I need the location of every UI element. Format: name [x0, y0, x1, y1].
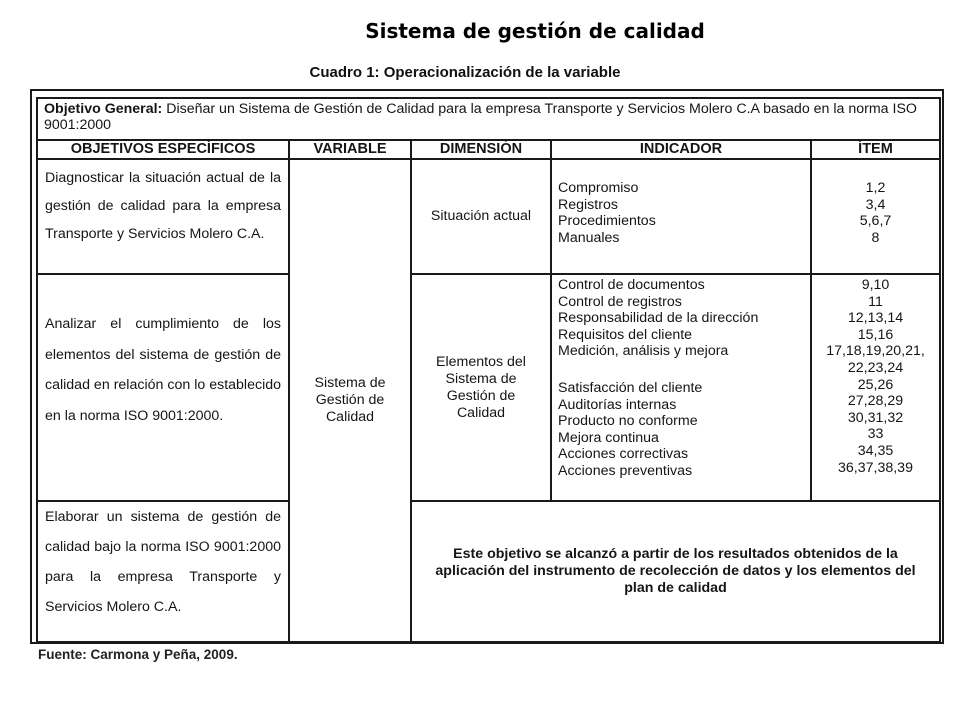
indicator-item: Acciones correctivas [558, 446, 689, 463]
header-objectives: OBJETIVOS ESPECÍFICOS [36, 139, 290, 160]
item-value: 33 [867, 426, 884, 443]
dimension-1 [410, 158, 552, 275]
header-variable: VARIABLE [288, 139, 412, 160]
indicator-item: Mejora continua [558, 429, 659, 446]
indicator-item: Manuales [558, 229, 620, 246]
indicator-item: Requisitos del cliente [558, 326, 693, 343]
variable-cell [288, 158, 412, 643]
item-value: 3,4 [865, 196, 886, 213]
slide-title: Sistema de gestión de calidad [365, 19, 705, 43]
indicator-item: Responsabilidad de la dirección [558, 310, 759, 327]
indicators-group-1 [550, 158, 812, 275]
item-value: 9,10 [861, 277, 890, 293]
operationalization-table [30, 89, 944, 644]
header-item: ÍTEM [810, 139, 941, 160]
indicators-group-2 [550, 273, 812, 502]
variable-text: Sistema de Gestión de Calidad [314, 375, 386, 425]
indicator-item: Medición, análisis y mejora [558, 343, 729, 360]
general-objective-label: Objetivo General: [44, 101, 163, 117]
indicator-item: Procedimientos [558, 213, 656, 230]
items-group-2 [810, 273, 941, 502]
general-objective-text: Diseñar un Sistema de Gestión de Calidad para la empresa Transporte y Servicios Molero C.A basado en la norma ISO 9001:2000 [44, 101, 917, 133]
objective-3: Elaborar un sistema de gestión de calidad bajo la norma ISO 9001:2000 para la empresa Transporte y Servicios Molero C.A. [36, 500, 290, 643]
indicator-item: Producto no conforme [558, 413, 698, 430]
source-citation: Fuente: Carmona y Peña, 2009. [38, 647, 238, 662]
dimension-1-text: Situación actual [430, 208, 532, 225]
indicator-item: Control de documentos [558, 277, 705, 293]
general-objective-cell [36, 97, 941, 141]
indicator-item: Control de registros [558, 293, 682, 310]
header-dimension: DIMENSIÓN [410, 139, 552, 160]
indicator-item: Acciones preventivas [558, 462, 693, 479]
item-value: 5,6,7 [859, 213, 892, 230]
indicator-item: Satisfacción del cliente [558, 379, 703, 396]
note-text: Este objetivo se alcanzó a partir de los resultados obtenidos de la aplicación del instrumento de recolección de datos y los elementos del plan de calidad [435, 546, 916, 596]
note-cell [410, 500, 941, 643]
item-value: 1,2 [865, 180, 886, 196]
item-value: 34,35 [857, 442, 894, 459]
item-value: 27,28,29 [847, 393, 904, 410]
objective-2: Analizar el cumplimiento de los elementos del sistema de gestión de calidad en relación con lo establecido en la norma ISO 9001:2000. [36, 273, 290, 502]
indicator-item: Registros [558, 196, 618, 213]
item-value: 36,37,38,39 [838, 459, 913, 476]
item-value: 25,26 [857, 376, 894, 393]
item-value: 30,31,32 [847, 409, 904, 426]
item-value: 15,16 [857, 326, 894, 343]
indicator-item: Auditorías internas [558, 396, 677, 413]
indicator-spacer [558, 360, 804, 380]
objective-1: Diagnosticar la situación actual de la gestión de calidad para la empresa Transporte y Servicios Molero C.A. [36, 158, 290, 275]
indicator-item: Compromiso [558, 180, 639, 196]
dimension-2 [410, 273, 552, 502]
dimension-2-text: Elementos del Sistema de Gestión de Calidad [436, 353, 526, 421]
header-indicator: INDICADOR [550, 139, 812, 160]
table-caption: Cuadro 1: Operacionalización de la variable [309, 64, 621, 81]
item-value: 17,18,19,20,21, [826, 343, 925, 360]
item-value: 22,23,24 [847, 359, 904, 376]
item-value: 12,13,14 [847, 310, 904, 327]
item-value: 8 [871, 229, 880, 246]
item-value: 11 [868, 293, 883, 310]
items-group-1 [810, 158, 941, 275]
